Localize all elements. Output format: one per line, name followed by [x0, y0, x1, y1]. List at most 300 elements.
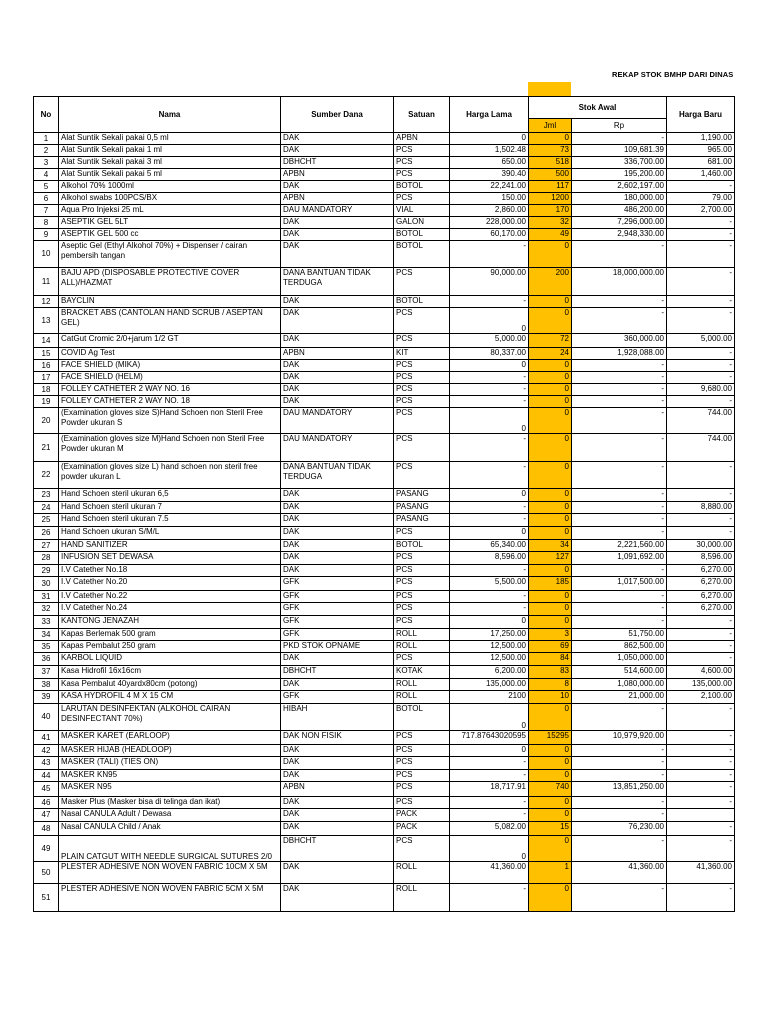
- header-sumber-dana: Sumber Dana: [281, 97, 394, 133]
- row-harga-baru: -: [667, 296, 735, 308]
- row-harga-baru: 6,270.00: [667, 591, 735, 603]
- row-rp: -: [572, 745, 667, 757]
- table-row: [34, 502, 735, 514]
- row-satuan: BOTOL: [394, 241, 450, 268]
- row-rp: 2,948,330.00: [572, 229, 667, 241]
- row-sumber-dana: DAK NON FISIK: [281, 731, 394, 745]
- row-no: 26: [34, 527, 59, 540]
- row-nama: KANTONG JENAZAH: [59, 616, 281, 629]
- table-row: [34, 653, 735, 666]
- header-harga-lama: Harga Lama: [450, 97, 529, 133]
- row-harga-lama: -: [450, 603, 529, 616]
- row-jml: 0: [529, 241, 572, 268]
- row-sumber-dana: DAK: [281, 552, 394, 565]
- row-harga-lama: 0: [450, 489, 529, 502]
- header-stok-awal: Stok Awal: [529, 97, 667, 119]
- row-nama: Alat Suntik Sekali pakai 1 ml: [59, 145, 281, 157]
- row-harga-baru: 9,680.00: [667, 384, 735, 396]
- row-no: 42: [34, 745, 59, 757]
- row-harga-lama: -: [450, 502, 529, 514]
- row-no: 2: [34, 145, 59, 157]
- row-no: 40: [34, 704, 59, 731]
- row-harga-baru: -: [667, 308, 735, 334]
- row-harga-lama: 60,170.00: [450, 229, 529, 241]
- row-jml: 73: [529, 145, 572, 157]
- table-row: [34, 797, 735, 809]
- row-harga-baru: -: [667, 181, 735, 193]
- row-no: 30: [34, 577, 59, 591]
- row-harga-baru: 79.00: [667, 193, 735, 205]
- row-nama: FACE SHIELD (MIKA): [59, 360, 281, 372]
- table-row: [34, 603, 735, 616]
- row-jml: 0: [529, 809, 572, 822]
- row-satuan: PCS: [394, 360, 450, 372]
- table-row: [34, 145, 735, 157]
- row-harga-baru: [667, 809, 735, 822]
- row-no: 6: [34, 193, 59, 205]
- row-no: 5: [34, 181, 59, 193]
- row-rp: 18,000,000.00: [572, 268, 667, 296]
- row-harga-lama: -: [450, 296, 529, 308]
- row-no: 45: [34, 782, 59, 797]
- row-satuan: GALON: [394, 217, 450, 229]
- row-nama: Aqua Pro Injeksi 25 mL: [59, 205, 281, 217]
- row-rp: 1,017,500.00: [572, 577, 667, 591]
- row-harga-lama: 150.00: [450, 193, 529, 205]
- row-harga-lama: -: [450, 372, 529, 384]
- row-satuan: PCS: [394, 268, 450, 296]
- row-no: 15: [34, 348, 59, 360]
- row-sumber-dana: DAK: [281, 308, 394, 334]
- row-no: 19: [34, 396, 59, 408]
- row-nama: Kasa Hidrofil 16x16cm: [59, 666, 281, 679]
- row-harga-lama: -: [450, 434, 529, 462]
- row-jml: 69: [529, 641, 572, 653]
- row-rp: -: [572, 434, 667, 462]
- row-rp: -: [572, 408, 667, 434]
- row-no: 47: [34, 809, 59, 822]
- row-jml: 8: [529, 679, 572, 691]
- row-sumber-dana: DAK: [281, 489, 394, 502]
- row-no: 43: [34, 757, 59, 770]
- row-harga-lama: 90,000.00: [450, 268, 529, 296]
- row-sumber-dana: GFK: [281, 603, 394, 616]
- row-jml: 0: [529, 836, 572, 862]
- row-satuan: BOTOL: [394, 229, 450, 241]
- row-harga-baru: -: [667, 782, 735, 797]
- row-satuan: VIAL: [394, 205, 450, 217]
- table-row: [34, 577, 735, 591]
- header-jml: Jml: [529, 119, 572, 133]
- row-harga-baru: -: [667, 489, 735, 502]
- table-row: [34, 229, 735, 241]
- row-rp: -: [572, 603, 667, 616]
- row-harga-lama: 0: [450, 616, 529, 629]
- row-no: 49: [34, 836, 59, 862]
- table-row: [34, 348, 735, 360]
- row-nama: FOLLEY CATHETER 2 WAY NO. 16: [59, 384, 281, 396]
- row-rp: -: [572, 384, 667, 396]
- row-sumber-dana: DAK: [281, 757, 394, 770]
- row-rp: 360,000.00: [572, 334, 667, 348]
- row-satuan: PCS: [394, 552, 450, 565]
- row-nama: MASKER N95: [59, 782, 281, 797]
- row-nama: CatGut Cromic 2/0+jarum 1/2 GT: [59, 334, 281, 348]
- row-satuan: ROLL: [394, 679, 450, 691]
- row-no: 27: [34, 540, 59, 552]
- row-no: 22: [34, 462, 59, 489]
- row-sumber-dana: DAK: [281, 181, 394, 193]
- row-satuan: PASANG: [394, 502, 450, 514]
- row-rp: -: [572, 836, 667, 862]
- row-satuan: PCS: [394, 757, 450, 770]
- row-jml: 0: [529, 502, 572, 514]
- row-harga-baru: 6,270.00: [667, 565, 735, 577]
- row-no: 16: [34, 360, 59, 372]
- row-rp: -: [572, 241, 667, 268]
- row-jml: 0: [529, 434, 572, 462]
- row-harga-baru: -: [667, 372, 735, 384]
- row-harga-lama: 0: [450, 360, 529, 372]
- row-sumber-dana: DAK: [281, 884, 394, 912]
- row-sumber-dana: DAK: [281, 679, 394, 691]
- table-row: [34, 296, 735, 308]
- row-harga-lama: 0: [450, 527, 529, 540]
- table-row: [34, 489, 735, 502]
- row-rp: 862,500.00: [572, 641, 667, 653]
- row-no: 18: [34, 384, 59, 396]
- row-nama: Kapas Pembalut 250 gram: [59, 641, 281, 653]
- row-rp: 2,602,197.00: [572, 181, 667, 193]
- row-harga-baru: 8,596.00: [667, 552, 735, 565]
- table-row: [34, 268, 735, 296]
- table-row: [34, 241, 735, 268]
- row-satuan: PACK: [394, 822, 450, 836]
- row-harga-baru: -: [667, 462, 735, 489]
- row-jml: 0: [529, 133, 572, 145]
- row-harga-lama: 717.87643020595: [450, 731, 529, 745]
- row-harga-baru: -: [667, 745, 735, 757]
- row-harga-lama: -: [450, 462, 529, 489]
- row-harga-baru: 2,100.00: [667, 691, 735, 704]
- row-sumber-dana: DAU MANDATORY: [281, 434, 394, 462]
- row-nama: Kapas Berlemak 500 gram: [59, 629, 281, 641]
- row-satuan: ROLL: [394, 641, 450, 653]
- row-sumber-dana: DBHCHT: [281, 666, 394, 679]
- row-no: 48: [34, 822, 59, 836]
- table-row: [34, 731, 735, 745]
- row-jml: 0: [529, 396, 572, 408]
- row-harga-baru: 41,360.00: [667, 862, 735, 884]
- row-jml: 15295: [529, 731, 572, 745]
- row-nama: Masker Plus (Masker bisa di telinga dan ikat): [59, 797, 281, 809]
- table-row: [34, 782, 735, 797]
- row-sumber-dana: DAK: [281, 396, 394, 408]
- row-harga-lama: -: [450, 757, 529, 770]
- row-nama: MASKER (TALI) (TIES ON): [59, 757, 281, 770]
- row-nama: BAJU APD (DISPOSABLE PROTECTIVE COVER ALL)/HAZMAT: [59, 268, 281, 296]
- table-row: [34, 372, 735, 384]
- row-jml: 0: [529, 296, 572, 308]
- row-rp: 195,200.00: [572, 169, 667, 181]
- row-harga-baru: -: [667, 268, 735, 296]
- header-no: No: [34, 97, 59, 133]
- row-sumber-dana: GFK: [281, 577, 394, 591]
- row-rp: 21,000.00: [572, 691, 667, 704]
- table-row: [34, 434, 735, 462]
- row-no: 24: [34, 502, 59, 514]
- row-rp: -: [572, 502, 667, 514]
- row-harga-lama: 0: [450, 704, 529, 731]
- row-satuan: PCS: [394, 145, 450, 157]
- row-harga-lama: -: [450, 797, 529, 809]
- row-harga-lama: 135,000.00: [450, 679, 529, 691]
- row-sumber-dana: DBHCHT: [281, 836, 394, 862]
- row-harga-lama: 22,241.00: [450, 181, 529, 193]
- row-rp: 51,750.00: [572, 629, 667, 641]
- row-sumber-dana: PKD STOK OPNAME: [281, 641, 394, 653]
- row-satuan: PCS: [394, 157, 450, 169]
- row-harga-baru: 135,000.00: [667, 679, 735, 691]
- row-rp: -: [572, 360, 667, 372]
- stock-table: [33, 96, 735, 912]
- row-harga-lama: 65,340.00: [450, 540, 529, 552]
- table-row: [34, 384, 735, 396]
- row-rp: -: [572, 770, 667, 782]
- row-jml: 0: [529, 770, 572, 782]
- row-sumber-dana: DAK: [281, 360, 394, 372]
- row-no: 25: [34, 514, 59, 527]
- table-row: [34, 334, 735, 348]
- row-harga-lama: 0: [450, 745, 529, 757]
- row-harga-baru: -: [667, 514, 735, 527]
- row-harga-baru: 1,460.00: [667, 169, 735, 181]
- row-no: 4: [34, 169, 59, 181]
- row-jml: 0: [529, 527, 572, 540]
- row-nama: (Examination gloves size L) hand schoen non steril free powder ukuran L: [59, 462, 281, 489]
- row-satuan: ROLL: [394, 629, 450, 641]
- row-nama: KARBOL LIQUID: [59, 653, 281, 666]
- row-no: 37: [34, 666, 59, 679]
- row-harga-baru: 5,000.00: [667, 334, 735, 348]
- row-harga-lama: -: [450, 770, 529, 782]
- table-row: [34, 308, 735, 334]
- table-row: [34, 360, 735, 372]
- row-harga-lama: 17,250.00: [450, 629, 529, 641]
- row-satuan: BOTOL: [394, 181, 450, 193]
- row-rp: 7,296,000.00: [572, 217, 667, 229]
- row-sumber-dana: DAK: [281, 514, 394, 527]
- row-nama: KASA HYDROFIL 4 M X 15 CM: [59, 691, 281, 704]
- row-jml: 0: [529, 704, 572, 731]
- row-harga-lama: 390.40: [450, 169, 529, 181]
- row-nama: PLESTER ADHESIVE NON WOVEN FABRIC 5CM X 5M: [59, 884, 281, 912]
- row-rp: -: [572, 809, 667, 822]
- header-rp: Rp: [572, 119, 667, 133]
- row-sumber-dana: APBN: [281, 193, 394, 205]
- row-rp: -: [572, 489, 667, 502]
- row-jml: 518: [529, 157, 572, 169]
- table-row: [34, 809, 735, 822]
- row-harga-baru: -: [667, 229, 735, 241]
- row-harga-lama: 0: [450, 408, 529, 434]
- row-nama: Aseptic Gel (Ethyl Alkohol 70%) + Dispenser / cairan pembersih tangan: [59, 241, 281, 268]
- row-harga-baru: -: [667, 641, 735, 653]
- row-jml: 0: [529, 489, 572, 502]
- row-jml: 0: [529, 565, 572, 577]
- row-rp: -: [572, 372, 667, 384]
- table-row: [34, 629, 735, 641]
- row-rp: 336,700.00: [572, 157, 667, 169]
- row-satuan: PASANG: [394, 514, 450, 527]
- row-satuan: KIT: [394, 348, 450, 360]
- row-harga-baru: 744.00: [667, 434, 735, 462]
- row-sumber-dana: DAK: [281, 217, 394, 229]
- row-no: 3: [34, 157, 59, 169]
- table-row: [34, 396, 735, 408]
- table-row: [34, 822, 735, 836]
- row-satuan: BOTOL: [394, 704, 450, 731]
- row-jml: 72: [529, 334, 572, 348]
- row-harga-baru: -: [667, 616, 735, 629]
- row-jml: 0: [529, 757, 572, 770]
- row-nama: ASEPTIK GEL 500 cc: [59, 229, 281, 241]
- table-row: [34, 157, 735, 169]
- row-satuan: PCS: [394, 653, 450, 666]
- row-jml: 10: [529, 691, 572, 704]
- row-nama: I.V Catether No.18: [59, 565, 281, 577]
- row-harga-lama: 12,500.00: [450, 653, 529, 666]
- row-rp: 1,091,692.00: [572, 552, 667, 565]
- row-satuan: PCS: [394, 603, 450, 616]
- row-rp: 109,681.39: [572, 145, 667, 157]
- row-rp: 180,000.00: [572, 193, 667, 205]
- row-satuan: PCS: [394, 565, 450, 577]
- row-no: 35: [34, 641, 59, 653]
- row-nama: MASKER KARET (EARLOOP): [59, 731, 281, 745]
- row-satuan: PACK: [394, 809, 450, 822]
- row-nama: PLAIN CATGUT WITH NEEDLE SURGICAL SUTURES 2/0: [59, 836, 281, 862]
- row-sumber-dana: GFK: [281, 616, 394, 629]
- row-jml: 34: [529, 540, 572, 552]
- row-nama: Alat Suntik Sekali pakai 0,5 ml: [59, 133, 281, 145]
- row-harga-baru: 1,190.00: [667, 133, 735, 145]
- row-no: 20: [34, 408, 59, 434]
- row-satuan: PCS: [394, 384, 450, 396]
- row-rp: -: [572, 396, 667, 408]
- row-sumber-dana: DAK: [281, 384, 394, 396]
- row-satuan: PCS: [394, 577, 450, 591]
- row-harga-lama: -: [450, 809, 529, 822]
- row-jml: 1: [529, 862, 572, 884]
- row-nama: Nasal CANULA Adult / Dewasa: [59, 809, 281, 822]
- row-rp: 10,979,920.00: [572, 731, 667, 745]
- row-sumber-dana: DAK: [281, 653, 394, 666]
- table-row: [34, 745, 735, 757]
- row-rp: -: [572, 591, 667, 603]
- row-jml: 1200: [529, 193, 572, 205]
- row-jml: 0: [529, 884, 572, 912]
- table-row: [34, 514, 735, 527]
- row-nama: Hand Schoen steril ukuran 7.5: [59, 514, 281, 527]
- row-harga-baru: -: [667, 217, 735, 229]
- row-no: 7: [34, 205, 59, 217]
- row-nama: (Examination gloves size M)Hand Schoen non Steril Free Powder ukuran M: [59, 434, 281, 462]
- row-no: 32: [34, 603, 59, 616]
- row-harga-baru: -: [667, 653, 735, 666]
- row-no: 50: [34, 862, 59, 884]
- row-harga-lama: 2,860.00: [450, 205, 529, 217]
- row-no: 33: [34, 616, 59, 629]
- row-satuan: PCS: [394, 745, 450, 757]
- row-nama: Kasa Pembalut 40yardx80cm (potong): [59, 679, 281, 691]
- row-no: 12: [34, 296, 59, 308]
- table-row: [34, 616, 735, 629]
- stok-awal-highlight: [528, 82, 571, 96]
- row-no: 41: [34, 731, 59, 745]
- row-harga-baru: 965.00: [667, 145, 735, 157]
- row-satuan: PCS: [394, 782, 450, 797]
- row-no: 1: [34, 133, 59, 145]
- row-harga-baru: -: [667, 241, 735, 268]
- row-satuan: PCS: [394, 591, 450, 603]
- row-nama: INFUSION SET DEWASA: [59, 552, 281, 565]
- row-harga-baru: -: [667, 396, 735, 408]
- table-row: [34, 552, 735, 565]
- row-jml: 0: [529, 745, 572, 757]
- row-nama: BRACKET ABS (CANTOLAN HAND SCRUB / ASEPTAN GEL): [59, 308, 281, 334]
- row-jml: 127: [529, 552, 572, 565]
- row-satuan: PCS: [394, 770, 450, 782]
- row-harga-baru: -: [667, 884, 735, 912]
- row-harga-baru: 6,270.00: [667, 603, 735, 616]
- row-rp: -: [572, 308, 667, 334]
- row-satuan: ROLL: [394, 691, 450, 704]
- row-rp: -: [572, 296, 667, 308]
- row-nama: LARUTAN DESINFEKTAN (ALKOHOL CAIRAN DESINFECTANT 70%): [59, 704, 281, 731]
- row-no: 9: [34, 229, 59, 241]
- row-nama: HAND SANITIZER: [59, 540, 281, 552]
- header-harga-baru: Harga Baru: [667, 97, 735, 133]
- row-no: 29: [34, 565, 59, 577]
- row-nama: PLESTER ADHESIVE NON WOVEN FABRIC 10CM X 5M: [59, 862, 281, 884]
- header-satuan: Satuan: [394, 97, 450, 133]
- row-no: 28: [34, 552, 59, 565]
- row-sumber-dana: GFK: [281, 591, 394, 603]
- row-harga-lama: 12,500.00: [450, 641, 529, 653]
- row-sumber-dana: GFK: [281, 629, 394, 641]
- table-row: [34, 527, 735, 540]
- row-sumber-dana: DAK: [281, 241, 394, 268]
- row-sumber-dana: DAK: [281, 229, 394, 241]
- table-row: [34, 193, 735, 205]
- row-rp: -: [572, 616, 667, 629]
- row-harga-baru: -: [667, 704, 735, 731]
- row-rp: 76,230.00: [572, 822, 667, 836]
- row-harga-lama: 228,000.00: [450, 217, 529, 229]
- row-jml: 49: [529, 229, 572, 241]
- row-satuan: PCS: [394, 396, 450, 408]
- table-row: [34, 540, 735, 552]
- row-no: 39: [34, 691, 59, 704]
- row-harga-lama: 41,360.00: [450, 862, 529, 884]
- row-satuan: PCS: [394, 334, 450, 348]
- table-row: [34, 770, 735, 782]
- row-jml: 0: [529, 308, 572, 334]
- row-sumber-dana: DAK: [281, 133, 394, 145]
- row-jml: 500: [529, 169, 572, 181]
- row-no: 17: [34, 372, 59, 384]
